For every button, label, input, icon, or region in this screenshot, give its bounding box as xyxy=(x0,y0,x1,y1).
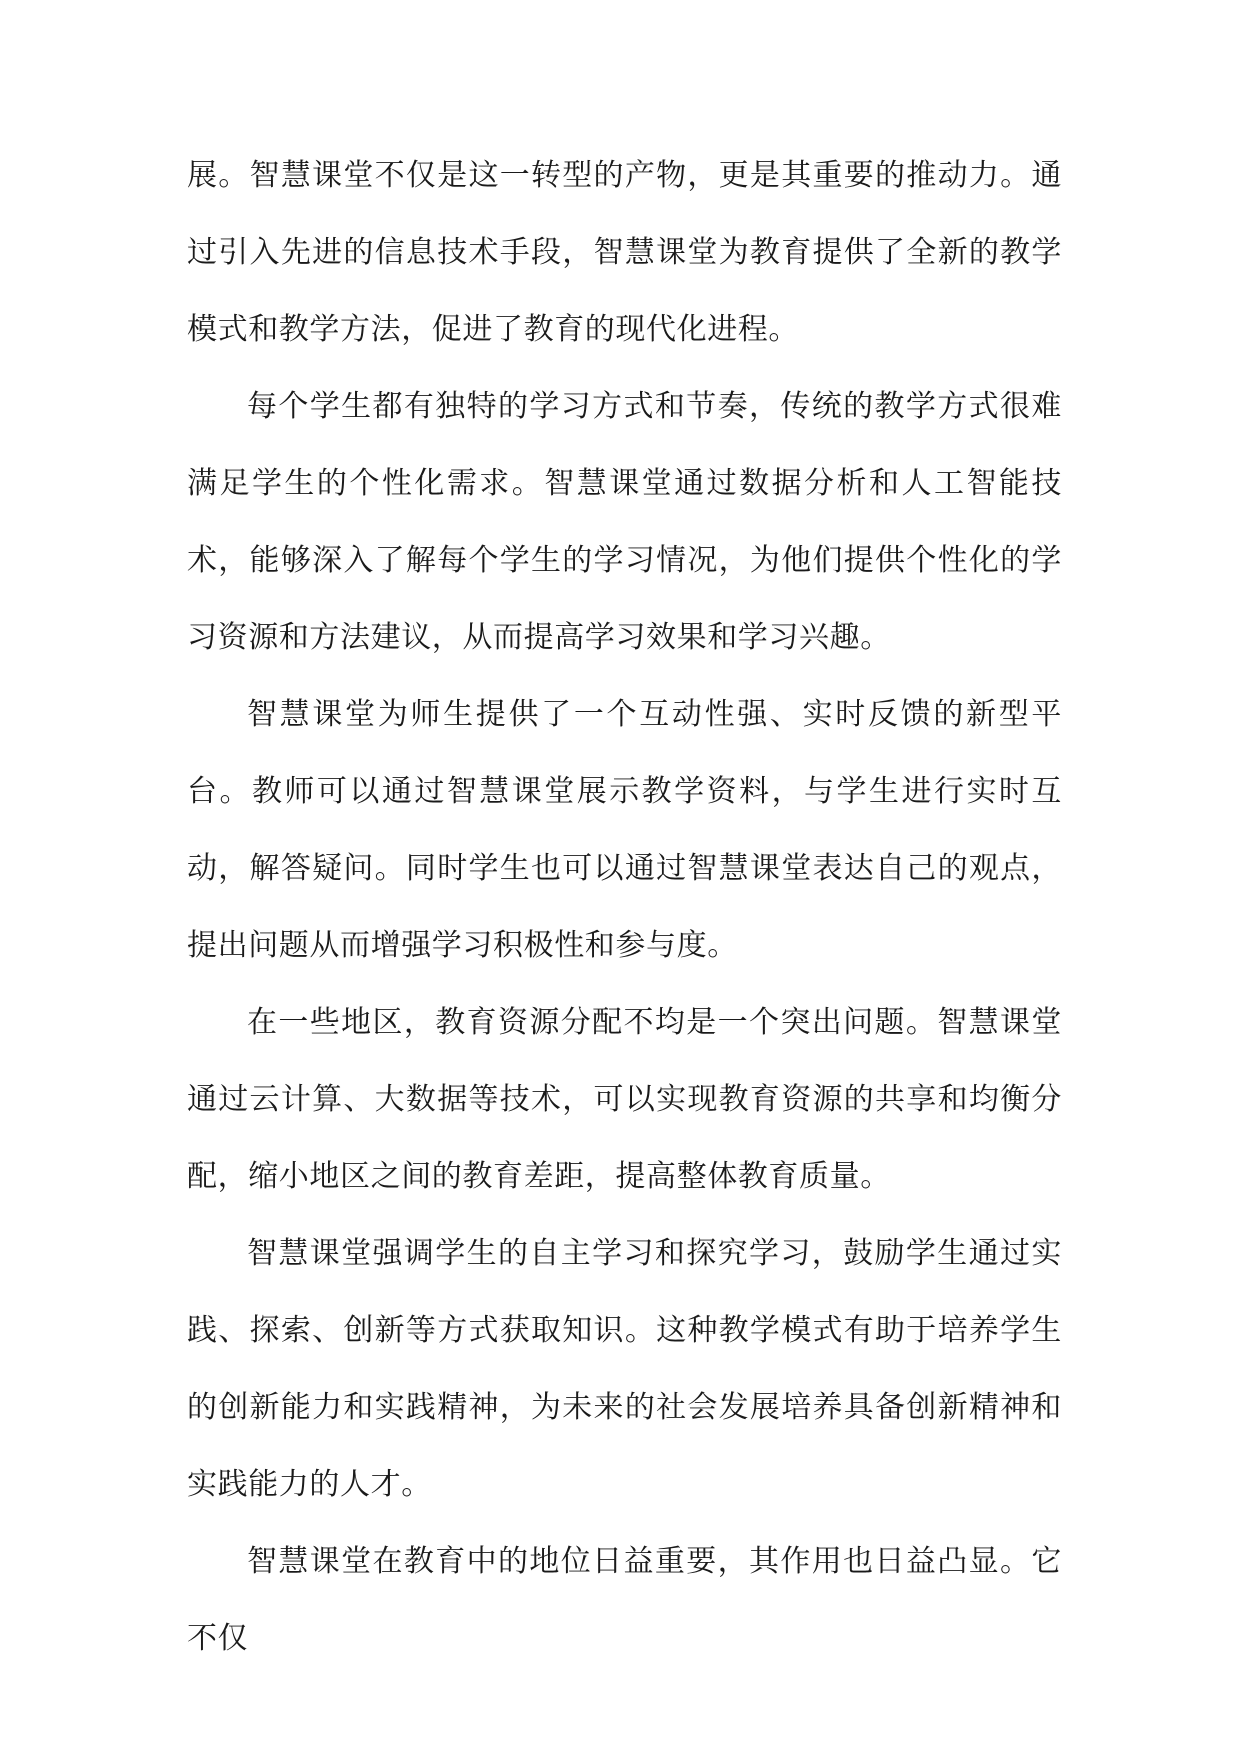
paragraph-importance: 智慧课堂在教育中的地位日益重要，其作用也日益凸显。它不仅 xyxy=(187,1544,1062,1656)
document-body xyxy=(187,137,1062,1677)
paragraph-continuation: 展。智慧课堂不仅是这一转型的产物，更是其重要的推动力。通过引入先进的信息技术手段，智慧课堂为教育提供了全新的教学模式和教学方法，促进了教育的现代化进程。 xyxy=(187,158,1062,347)
paragraph-interactive-platform: 智慧课堂为师生提供了一个互动性强、实时反馈的新型平台。教师可以通过智慧课堂展示教学资料，与学生进行实时互动，解答疑问。同时学生也可以通过智慧课堂表达自己的观点，提出问题从而增强学习积极性和参与度。 xyxy=(187,697,1062,963)
paragraph-innovation: 智慧课堂强调学生的自主学习和探究学习，鼓励学生通过实践、探索、创新等方式获取知识。这种教学模式有助于培养学生的创新能力和实践精神，为未来的社会发展培养具备创新精神和实践能力的人才。 xyxy=(187,1236,1062,1502)
paragraph-personalized-learning: 每个学生都有独特的学习方式和节奏，传统的教学方式很难满足学生的个性化需求。智慧课堂通过数据分析和人工智能技术，能够深入了解每个学生的学习情况，为他们提供个性化的学习资源和方法建议，从而提高学习效果和学习兴趣。 xyxy=(187,389,1062,655)
paragraph-resource-balance: 在一些地区，教育资源分配不均是一个突出问题。智慧课堂通过云计算、大数据等技术，可以实现教育资源的共享和均衡分配，缩小地区之间的教育差距，提高整体教育质量。 xyxy=(187,1005,1062,1194)
